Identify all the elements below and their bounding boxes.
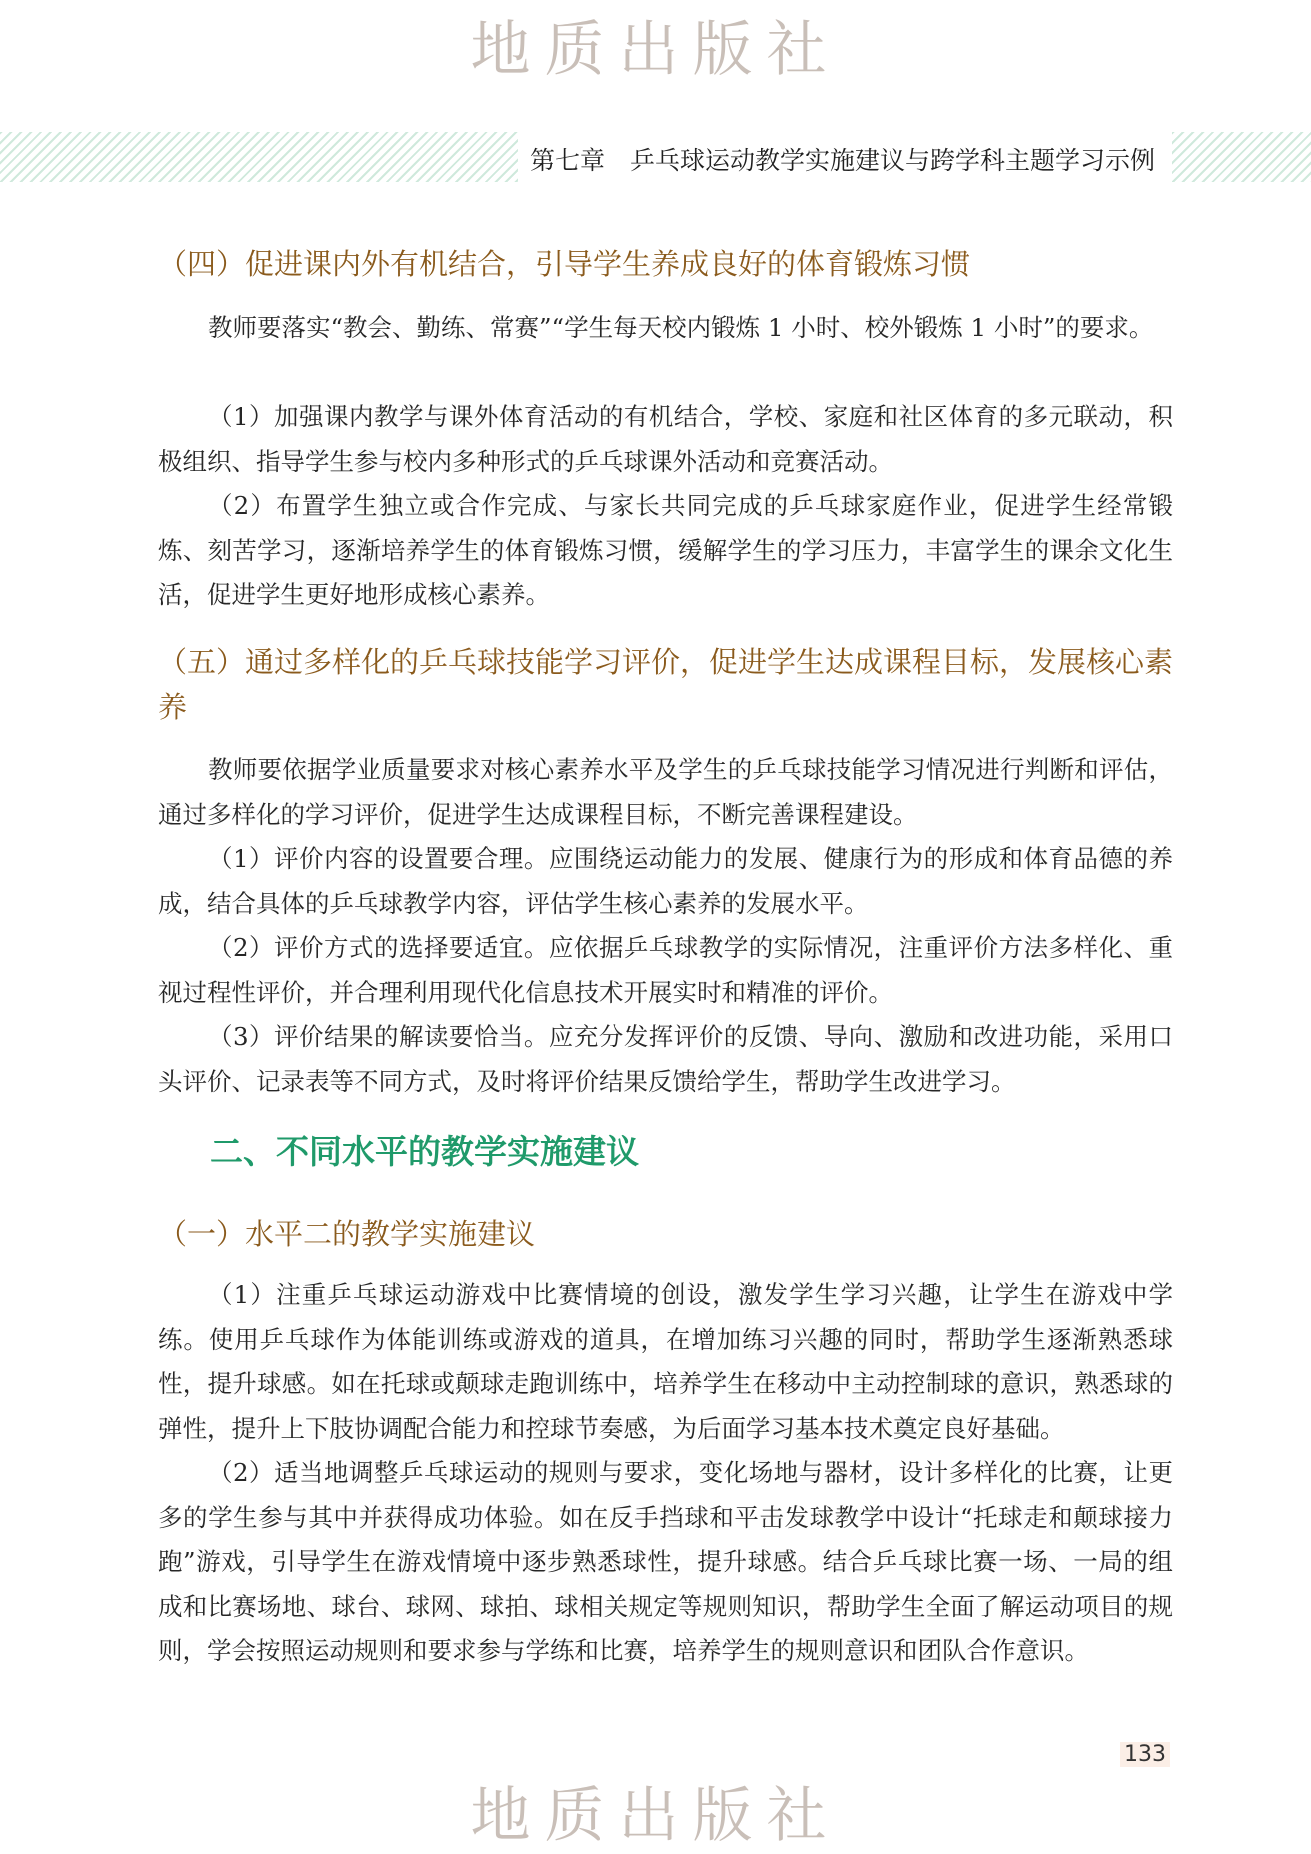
section-5-paragraph: 教师要依据学业质量要求对核心素养水平及学生的乒乓球技能学习情况进行判断和评估，通过多样化的学习评价，促进学生达成课程目标，不断完善课程建设。: [158, 755, 1173, 829]
watermark-top: 地质出版社: [470, 15, 841, 85]
page-number: 133: [1120, 1742, 1170, 1767]
section-4-paragraph: 教师要落实“教会、勤练、常赛”“学生每天校内锻炼 1 小时、校外锻炼 1 小时”的要求。: [208, 313, 1154, 342]
watermark-bottom: 地质出版社: [470, 1781, 841, 1851]
level-2-heading: （一）水平二的教学实施建议: [158, 1217, 536, 1251]
running-header: [0, 132, 1311, 182]
level-2-paragraph: （2）适当地调整乒乓球运动的规则与要求，变化场地与器材，设计多样化的比赛，让更多的学生参与其中并获得成功体验。如在反手挡球和平击发球教学中设计“托球走和颠球接力跑”游戏，引导学生在游戏情境中逐步熟悉球性，提升球感。结合乒乓球比赛一场、一局的组成和比赛场地、球台、球网、球拍、球相关规定等规则知识，帮助学生全面了解运动项目的规则，学会按照运动规则和要求参与学练和比赛，培养学生的规则意识和团队合作意识。: [158, 1458, 1173, 1665]
level-2-paragraph: （1）注重乒乓球运动游戏中比赛情境的创设，激发学生学习兴趣，让学生在游戏中学练。使用乒乓球作为体能训练或游戏的道具，在增加练习兴趣的同时，帮助学生逐渐熟悉球性，提升球感。如在托球或颠球走跑训练中，培养学生在移动中主动控制球的意识，熟悉球的弹性，提升上下肢协调配合能力和控球节奏感，为后面学习基本技术奠定良好基础。: [158, 1280, 1173, 1443]
section-4-paragraph: （2）布置学生独立或合作完成、与家长共同完成的乒乓球家庭作业，促进学生经常锻炼、刻苦学习，逐渐培养学生的体育锻炼习惯，缓解学生的学习压力，丰富学生的课余文化生活，促进学生更好地形成核心素养。: [158, 491, 1173, 609]
section-4-paragraph: （1）加强课内教学与课外体育活动的有机结合，学校、家庭和社区体育的多元联动，积极组织、指导学生参与校内多种形式的乒乓球课外活动和竞赛活动。: [158, 402, 1173, 476]
section-5-heading: （五）通过多样化的乒乓球技能学习评价，促进学生达成课程目标，发展核心素养: [158, 645, 1174, 724]
part-2-heading: 二、不同水平的教学实施建议: [210, 1132, 639, 1171]
section-5-paragraph: （1）评价内容的设置要合理。应围绕运动能力的发展、健康行为的形成和体育品德的养成，结合具体的乒乓球教学内容，评估学生核心素养的发展水平。: [158, 844, 1173, 918]
section-5-paragraph: （2）评价方式的选择要适宜。应依据乒乓球教学的实际情况，注重评价方法多样化、重视过程性评价，并合理利用现代化信息技术开展实时和精准的评价。: [158, 933, 1173, 1007]
header-stripe-left: [0, 132, 518, 182]
section-5-paragraph: （3）评价结果的解读要恰当。应充分发挥评价的反馈、导向、激励和改进功能，采用口头评价、记录表等不同方式，及时将评价结果反馈给学生，帮助学生改进学习。: [158, 1022, 1173, 1096]
chapter-title: 第七章 乒乓球运动教学实施建议与跨学科主题学习示例: [530, 146, 1156, 175]
header-stripe-right: [1172, 132, 1311, 182]
section-4-heading: （四）促进课内外有机结合，引导学生养成良好的体育锻炼习惯: [158, 247, 971, 281]
